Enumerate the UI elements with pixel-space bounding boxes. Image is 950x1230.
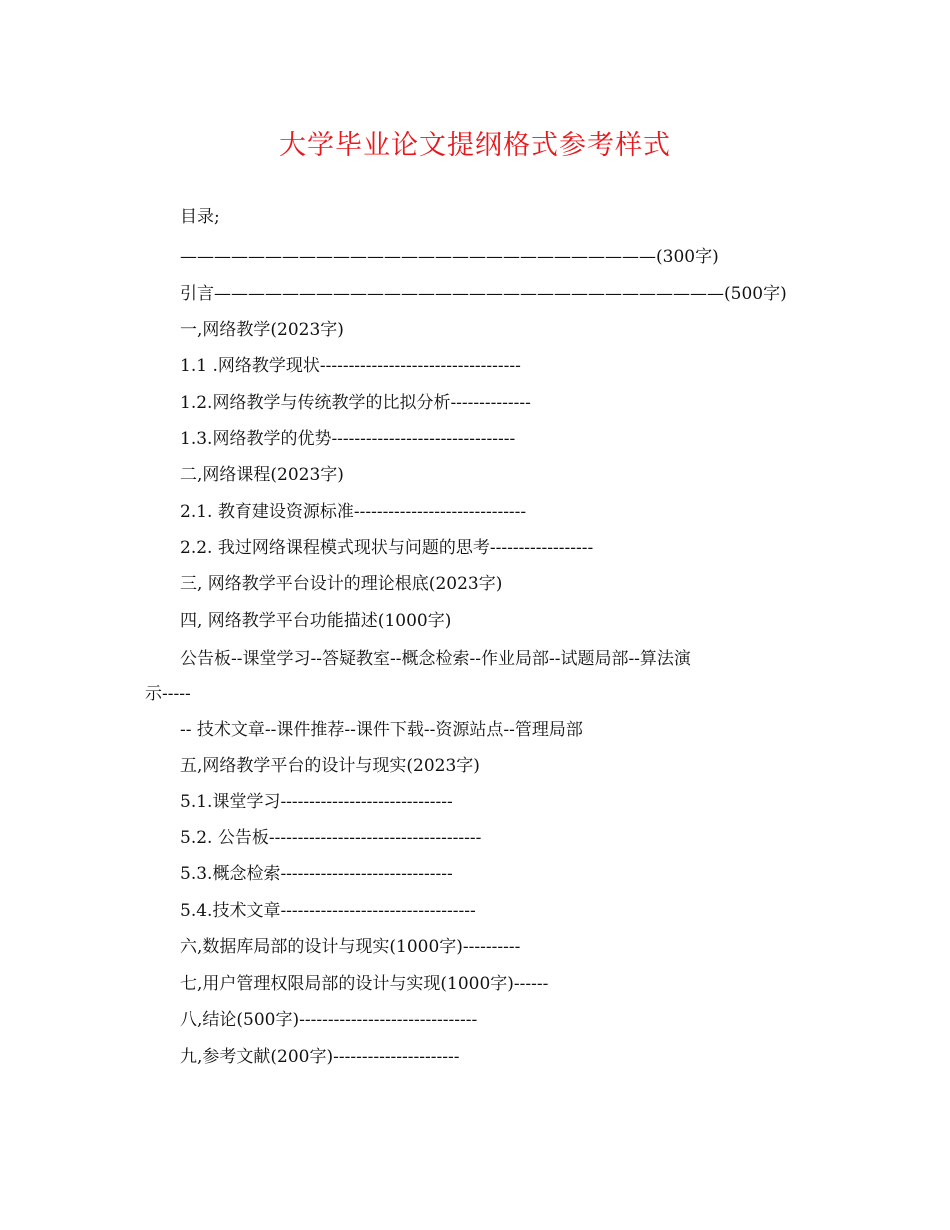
outline-line: 七,用户管理权限局部的设计与实现(1000字)------	[180, 974, 549, 994]
outline-line: 1.2.网络教学与传统教学的比拟分析--------------	[180, 393, 531, 413]
outline-line: 九,参考文献(200字)----------------------	[180, 1047, 460, 1067]
outline-line: 2.1. 教育建设资源标准------------------------------	[180, 502, 527, 522]
outline-line: 5.3.概念检索------------------------------	[180, 864, 453, 884]
outline-line: 2.2. 我过网络课程模式现状与问题的思考------------------	[180, 538, 594, 558]
outline-line: 公告板--课堂学习--答疑教室--概念检索--作业局部--试题局部--算法演	[180, 649, 691, 669]
outline-line: 引言——————————————————————————————(500字)	[180, 284, 787, 304]
document-title: 大学毕业论文提纲格式参考样式	[279, 130, 671, 161]
outline-line: 示-----	[145, 684, 191, 704]
outline-line: 一,网络教学(2023字)	[180, 320, 344, 340]
outline-line: 5.4.技术文章----------------------------------	[180, 901, 476, 921]
outline-line: ————————————————————————————(300字)	[180, 247, 719, 267]
outline-line: 1.3.网络教学的优势--------------------------------	[180, 429, 516, 449]
outline-line: -- 技术文章--课件推荐--课件下载--资源站点--管理局部	[180, 720, 583, 740]
outline-line: 五,网络教学平台的设计与现实(2023字)	[180, 756, 480, 776]
outline-line: 5.2. 公告板-------------------------------------	[180, 828, 482, 848]
outline-line: 三, 网络教学平台设计的理论根底(2023字)	[180, 574, 503, 594]
outline-line: 二,网络课程(2023字)	[180, 465, 344, 485]
outline-line: 目录;	[180, 207, 220, 227]
outline-line: 1.1 .网络教学现状-----------------------------------	[180, 356, 521, 376]
outline-line: 八,结论(500字)-------------------------------	[180, 1010, 478, 1030]
outline-line: 5.1.课堂学习------------------------------	[180, 792, 453, 812]
outline-line: 四, 网络教学平台功能描述(1000字)	[180, 611, 452, 631]
outline-line: 六,数据库局部的设计与现实(1000字)----------	[180, 937, 521, 957]
